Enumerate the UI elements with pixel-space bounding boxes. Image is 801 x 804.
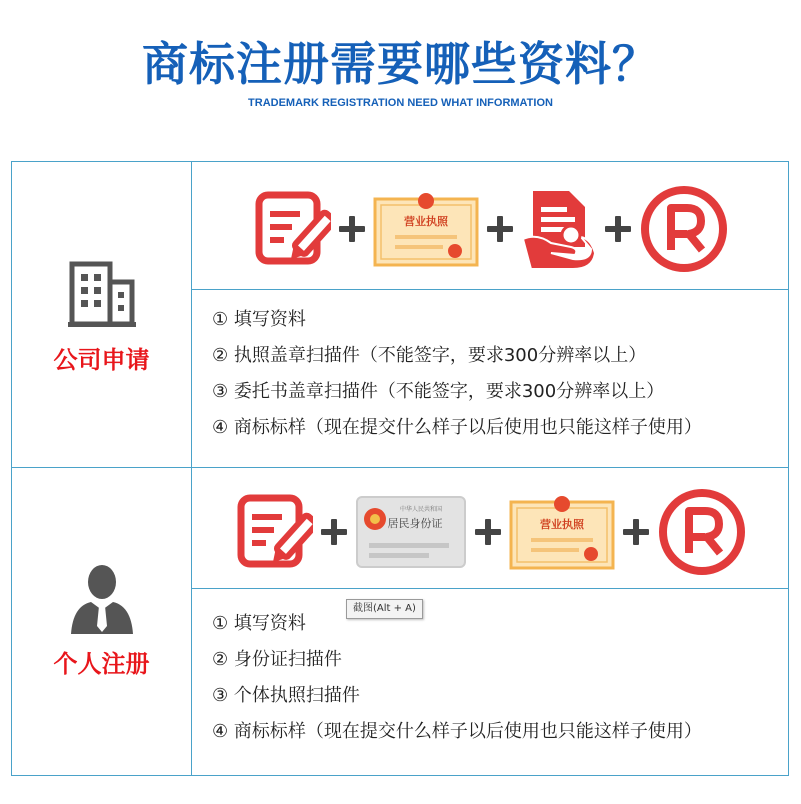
- id-card-title: 居民身份证: [387, 517, 442, 530]
- person-icon: [69, 562, 135, 634]
- business-license-icon: [373, 191, 479, 267]
- screenshot-tooltip: 截图(Alt + A): [346, 599, 423, 619]
- registered-mark-icon: [657, 487, 747, 577]
- individual-label: 个人注册: [53, 650, 150, 678]
- signed-document-icon: [521, 187, 597, 271]
- list-item: ③ 个体执照扫描件: [212, 685, 360, 706]
- individual-items: [212, 606, 702, 750]
- company-label: 公司申请: [53, 346, 150, 374]
- row-divider: [12, 467, 788, 468]
- plus-icon: [339, 216, 365, 242]
- plus-icon: [475, 519, 501, 545]
- form-edit-icon: [253, 189, 331, 269]
- business-license-icon: [509, 494, 615, 570]
- individual-sub-divider: [192, 588, 788, 589]
- plus-icon: [321, 519, 347, 545]
- list-item: ④ 商标标样（现在提交什么样子以后使用也只能这样子使用）: [212, 721, 702, 742]
- page-subtitle: TRADEMARK REGISTRATION NEED WHAT INFORMATION: [248, 97, 553, 109]
- individual-icons-row: [192, 487, 789, 577]
- list-item: ④ 商标标样（现在提交什么样子以后使用也只能这样子使用）: [212, 417, 702, 438]
- license-title: 营业执照: [539, 518, 584, 531]
- plus-icon: [623, 519, 649, 545]
- building-icon: [68, 260, 136, 330]
- license-title: 营业执照: [403, 215, 448, 228]
- plus-icon: [487, 216, 513, 242]
- info-table: [11, 161, 789, 776]
- list-item: ① 填写资料: [212, 613, 306, 634]
- form-edit-icon: [235, 492, 313, 572]
- list-item: ① 填写资料: [212, 309, 306, 330]
- company-icons-row: [192, 184, 789, 274]
- individual-category: [12, 562, 191, 679]
- company-sub-divider: [192, 289, 788, 290]
- registered-mark-icon: [639, 184, 729, 274]
- plus-icon: [605, 216, 631, 242]
- list-item: ③ 委托书盖章扫描件（不能签字，要求300分辨率以上）: [212, 381, 665, 402]
- company-items: [212, 302, 702, 446]
- list-item: ② 执照盖章扫描件（不能签字，要求300分辨率以上）: [212, 345, 647, 366]
- id-card-small-text: 中华人民共和国: [399, 506, 442, 513]
- company-category: [12, 260, 191, 375]
- page-title: 商标注册需要哪些资料？: [142, 37, 659, 91]
- list-item: ② 身份证扫描件: [212, 649, 342, 670]
- id-card-icon: [355, 495, 467, 569]
